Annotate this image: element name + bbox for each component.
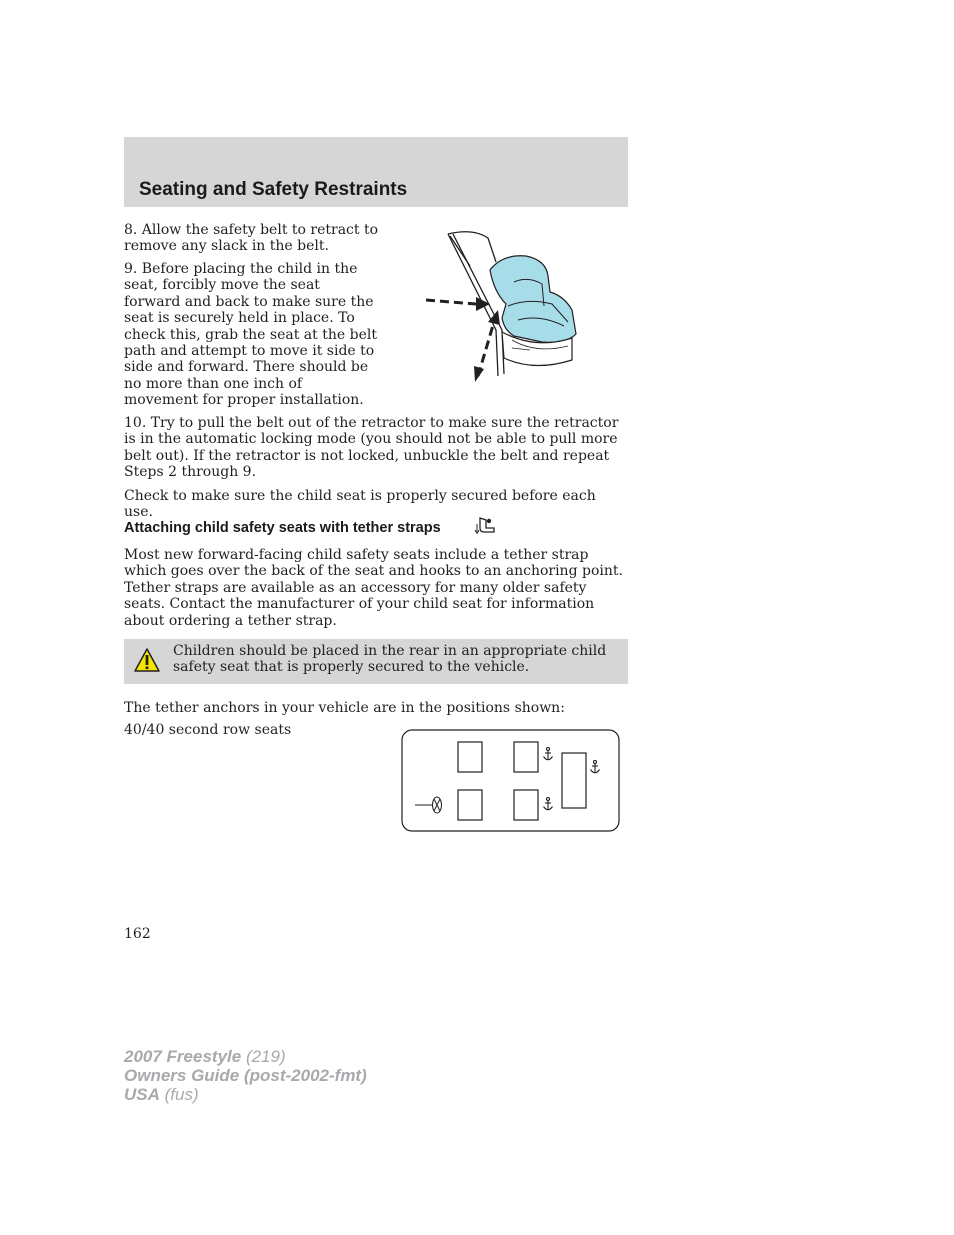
anchors-intro: The tether anchors in your vehicle are in the positions shown: <box>124 700 565 716</box>
document-footer <box>124 1047 367 1104</box>
warning-triangle-icon <box>133 647 161 673</box>
check-secured-text: Check to make sure the child seat is properly secured before each use. <box>124 488 596 521</box>
step-9: 9. Before placing the child in the seat, forcibly move the seat forward and back to make sure the seat is securely held in place. To check this, grab the seat at the belt path and attempt to move it side to side and forward. There should be no more than one inch of movement for proper installation. <box>124 261 377 409</box>
warning-box <box>124 639 628 684</box>
section-title: Seating and Safety Restraints <box>139 179 408 200</box>
section-header <box>124 137 628 207</box>
step-8: 8. Allow the safety belt to retract to remove any slack in the belt. <box>124 222 379 255</box>
footer-line-2: Owners Guide (post-2002-fmt) <box>124 1066 367 1085</box>
footer-line-3: USA (fus) <box>124 1085 199 1104</box>
tether-body: Most new forward-facing child safety seats include a tether strap which goes over the back of the seat and hooks to an anchoring point. Tether straps are available as an accessory for many older safety seats. Contact the manufacturer of your child seat for information about ordering a tether strap. <box>124 547 623 629</box>
page-number: 162 <box>124 926 151 942</box>
child-seat-illustration <box>418 226 584 386</box>
step-10: 10. Try to pull the belt out of the retractor to make sure the retractor is in the automatic locking mode (you should not be able to pull more belt out). If the retractor is not locked, unbuckle the belt and repeat Steps 2 through 9. <box>124 415 619 481</box>
tether-heading: Attaching child safety seats with tether straps <box>124 520 441 536</box>
tether-anchor-diagram <box>401 729 621 833</box>
warning-text: Children should be placed in the rear in an appropriate child safety seat that is properly secured to the vehicle. <box>173 643 607 676</box>
seat-config-label: 40/40 second row seats <box>124 722 292 738</box>
footer-line-1: 2007 Freestyle (219) <box>124 1047 286 1066</box>
child-seat-tether-icon <box>474 516 498 536</box>
